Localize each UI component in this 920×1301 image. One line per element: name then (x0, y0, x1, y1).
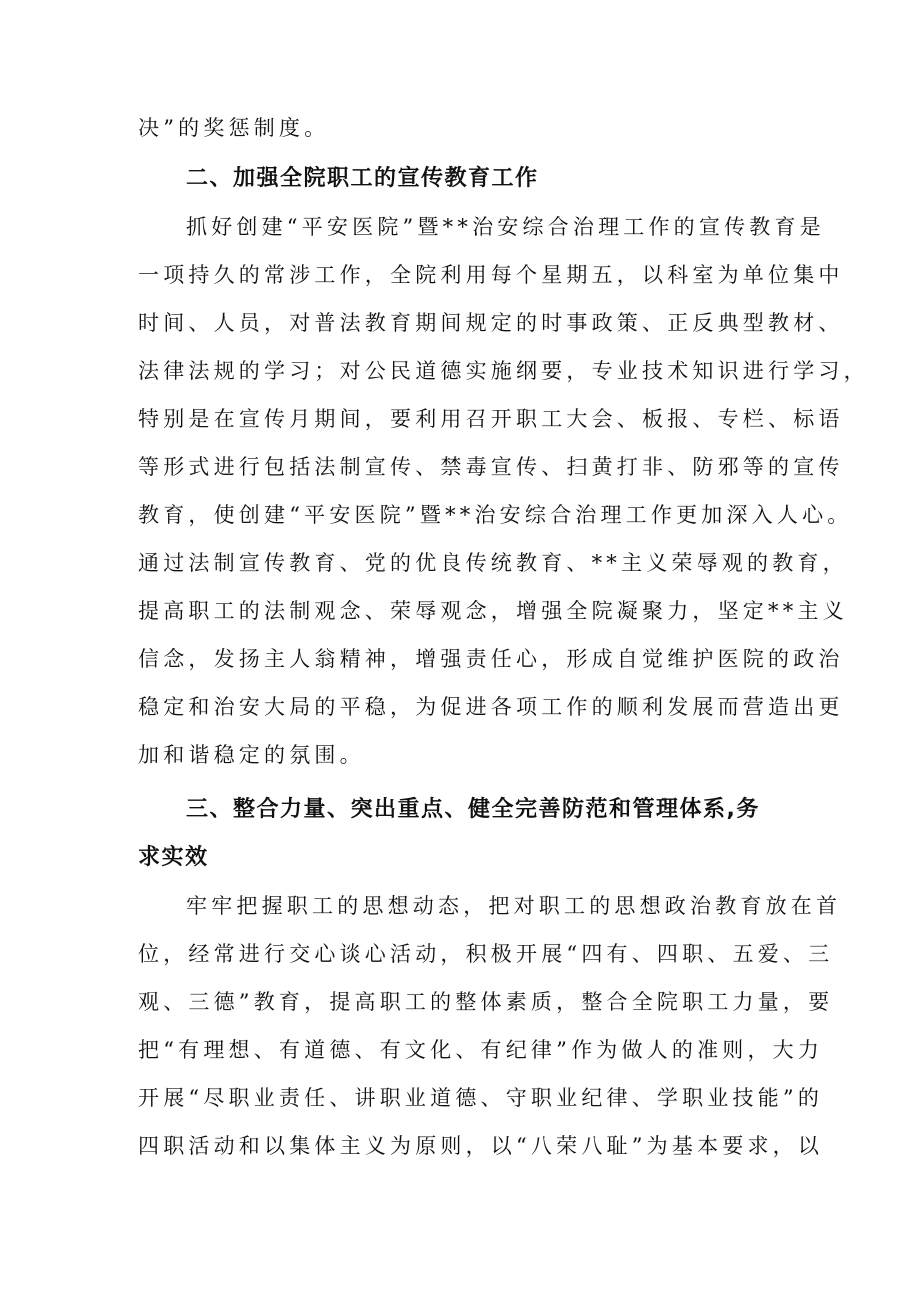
paragraph-line: 信念，发扬主人翁精神，增强责任心，形成自觉维护医院的政治 (138, 647, 844, 671)
paragraph-line: 把“有理想、有道德、有文化、有纪律”作为做人的准则，大力 (138, 1038, 824, 1062)
paragraph-line: 通过法制宣传教育、党的优良传统教育、**主义荣辱观的教育， (138, 551, 848, 575)
paragraph-line: 特别是在宣传月期间，要利用召开职工大会、板报、专栏、标语 (138, 407, 844, 431)
paragraph-line: 提高职工的法制观念、荣辱观念，增强全院凝聚力，坚定**主义 (138, 599, 848, 623)
section-heading-3: 三、整合力量、突出重点、健全完善防范和管理体系,务 (186, 797, 760, 822)
paragraph-line: 一项持久的常涉工作，全院利用每个星期五，以科室为单位集中 (138, 263, 844, 287)
paragraph-line: 教育，使创建“平安医院”暨**治安综合治理工作更加深入人心。 (138, 503, 853, 527)
section-heading-2: 二、加强全院职工的宣传教育工作 (186, 166, 539, 191)
paragraph-line: 法律法规的学习；对公民道德实施纲要，专业技术知识进行学习， (138, 359, 869, 383)
paragraph-line: 观、三德”教育，提高职工的整体素质，整合全院职工力量，要 (138, 990, 834, 1014)
paragraph-line: 位，经常进行交心谈心活动，积极开展“四有、四职、五爱、三 (138, 942, 834, 966)
paragraph-line: 等形式进行包括法制宣传、禁毒宣传、扫黄打非、防邪等的宣传 (138, 455, 844, 479)
paragraph-line: 开展“尽职业责任、讲职业道德、守职业纪律、学职业技能”的 (138, 1086, 824, 1110)
paragraph-line: 牢牢把握职工的思想动态，把对职工的思想政治教育放在首 (186, 894, 842, 918)
paragraph-line: 四职活动和以集体主义为原则，以“八荣八耻”为基本要求，以 (138, 1134, 824, 1158)
paragraph-line: 加和谐稳定的氛围。 (138, 743, 365, 767)
section-heading-3-continued: 求实效 (138, 845, 209, 870)
paragraph-line: 抓好创建“平安医院”暨**治安综合治理工作的宣传教育是 (186, 215, 825, 239)
paragraph-line: 决”的奖惩制度。 (138, 116, 330, 140)
paragraph-line: 时间、人员，对普法教育期间规定的时事政策、正反典型教材、 (138, 311, 844, 335)
paragraph-line: 稳定和治安大局的平稳，为促进各项工作的顺利发展而营造出更 (138, 695, 844, 719)
